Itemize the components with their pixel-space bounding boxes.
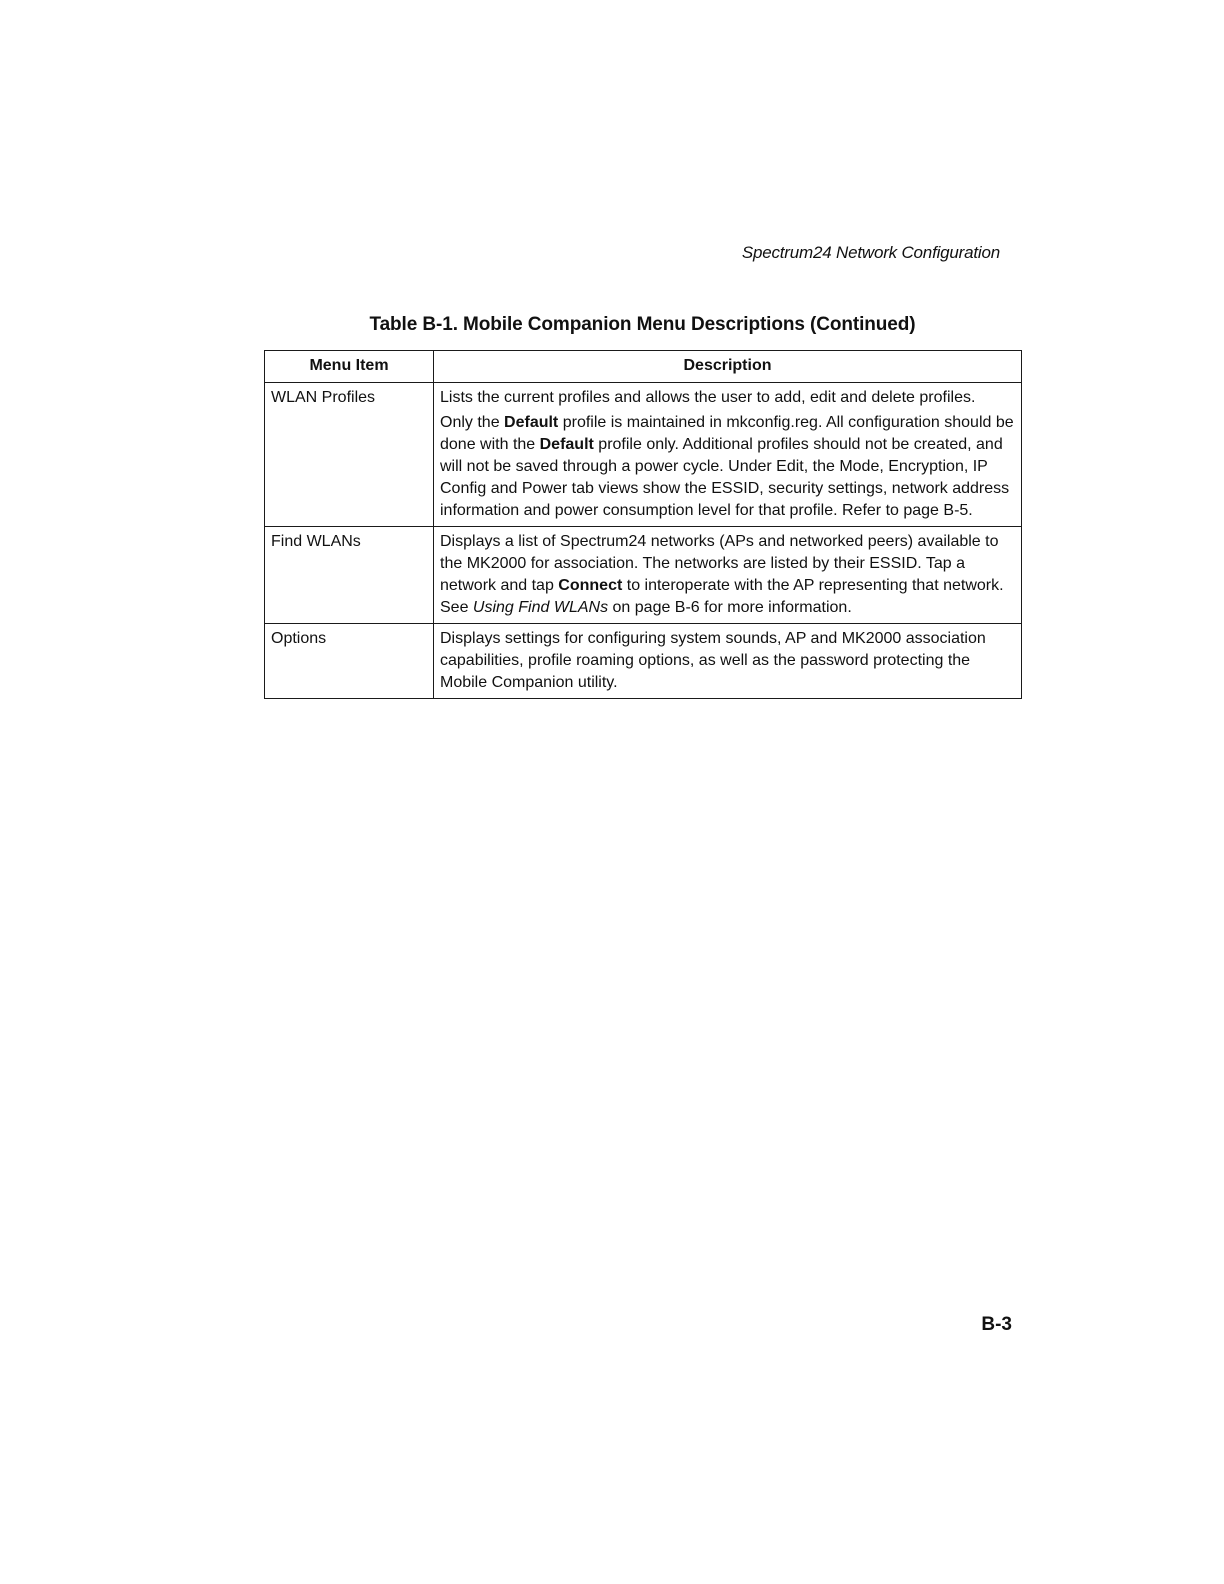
text-run: Only the — [440, 414, 505, 431]
description-paragraph: Displays settings for configuring system sounds, AP and MK2000 association capabilities, profile roaming options, as well as the password protecting the Mobile Companion utility. — [440, 630, 986, 691]
description-paragraph — [440, 412, 1015, 522]
description-cell — [434, 624, 1022, 699]
text-run: profile only. Additional profiles should not be created, and will not be saved through a power cycle. Under Edit, the Mode, Encryption, IP Config and Power tab views show the ESSID, security settings, network address information and power consumption level for that profile. Refer to page B-5. — [440, 436, 1010, 519]
menu-item-cell: Options — [265, 624, 434, 699]
italic-reference: Using Find WLANs — [472, 599, 609, 616]
table-header-row — [265, 351, 1022, 383]
table-row — [265, 527, 1022, 624]
description-paragraph — [440, 531, 1015, 619]
menu-item-cell: WLAN Profiles — [265, 383, 434, 527]
description-cell — [434, 383, 1022, 527]
text-run: to interoperate with the AP representing that network. See — [440, 577, 1004, 616]
column-header-menu-item: Menu Item — [265, 351, 434, 383]
bold-term: Default — [539, 436, 594, 453]
description-paragraph: Lists the current profiles and allows the user to add, edit and delete profiles. — [440, 389, 976, 406]
table-row — [265, 624, 1022, 699]
bold-term: Connect — [558, 577, 623, 594]
running-header: Spectrum24 Network Configuration — [741, 243, 1000, 262]
page-number: B-3 — [981, 1314, 1012, 1335]
column-header-description: Description — [434, 351, 1022, 383]
text-run: profile is maintained in mkconfig.reg. All configuration should be done with the — [440, 414, 1014, 453]
menu-descriptions-table — [264, 350, 1022, 699]
bold-term: Default — [504, 414, 559, 431]
text-run: Displays a list of Spectrum24 networks (APs and networked peers) available to the MK2000 for association. The networks are listed by their ESSID. Tap a network and tap — [440, 533, 999, 594]
table-row — [265, 383, 1022, 527]
menu-item-cell: Find WLANs — [265, 527, 434, 624]
table-caption: Table B-1. Mobile Companion Menu Descriptions (Continued) — [369, 314, 916, 335]
text-run: on page B-6 for more information. — [608, 599, 852, 616]
description-cell — [434, 527, 1022, 624]
